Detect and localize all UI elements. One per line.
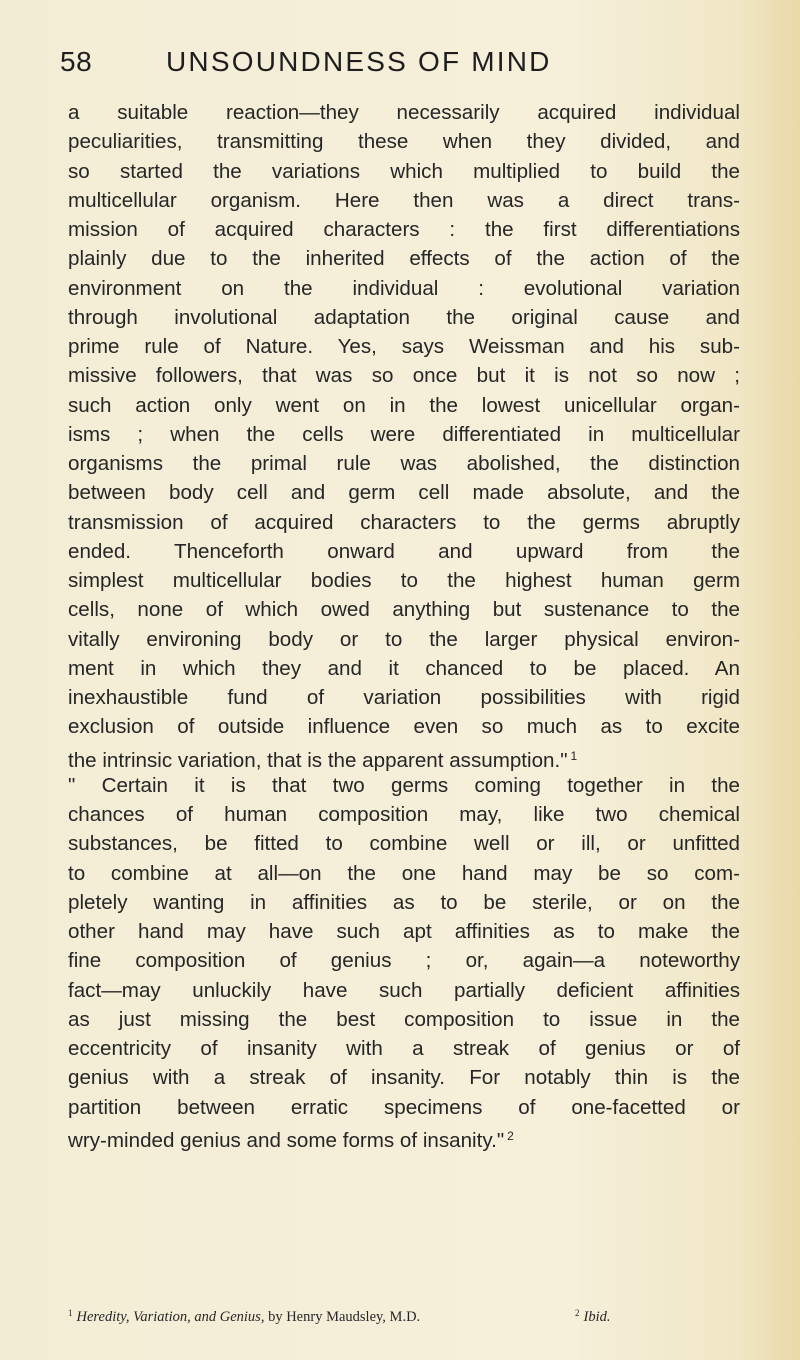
footnote-reference: 1 <box>570 748 578 763</box>
footnote-2 <box>575 1308 610 1326</box>
text-line: vitally environing body or to the larger physical environ- <box>68 627 740 651</box>
text-line: ended. Thenceforth onward and upward from the <box>68 539 740 563</box>
page-number: 58 <box>60 46 93 77</box>
text-line: genius with a streak of insanity. For notably thin is the <box>68 1066 740 1090</box>
page-header <box>60 46 740 86</box>
text-line: partition between erratic specimens of one-facetted or <box>68 1095 740 1119</box>
text-line-content: wry-minded genius and some forms of insanity." <box>68 1128 505 1152</box>
text-line: such action only went on in the lowest unicellular organ- <box>68 393 740 417</box>
text-line: to combine at all—on the one hand may be so com- <box>68 861 740 885</box>
text-line: fine composition of genius ; or, again—a noteworthy <box>68 949 740 973</box>
text-line: " Certain it is that two germs coming together in the <box>68 773 740 797</box>
footnote-marker: 1 <box>68 1308 73 1318</box>
text-line: prime rule of Nature. Yes, says Weissman and his sub- <box>68 335 740 358</box>
text-line: pletely wanting in affinities as to be sterile, or on the <box>68 890 740 914</box>
text-line: environment on the individual : evolutional variation <box>68 276 740 300</box>
text-line: isms ; when the cells were differentiated in multicellular <box>68 422 740 446</box>
text-line: other hand may have such apt affinities as to make the <box>68 920 740 943</box>
text-line-with-footnote-ref <box>68 742 740 771</box>
text-line: ment in which they and it chanced to be placed. An <box>68 656 740 680</box>
footnote-1 <box>68 1309 420 1325</box>
footnotes <box>68 1308 740 1326</box>
footnote-citation-title: Heredity, Variation, and Genius, <box>76 1309 265 1325</box>
text-line: inexhaustible fund of variation possibilities with rigid <box>68 686 740 709</box>
text-line-content: the intrinsic variation, that is the apparent assumption." <box>68 748 568 772</box>
footnote-citation-author: by Henry Maudsley, M.D. <box>268 1309 421 1325</box>
footnote-marker: 2 <box>575 1308 580 1318</box>
text-line: fact—may unluckily have such partially deficient affinities <box>68 978 740 1002</box>
text-line: eccentricity of insanity with a streak of genius or of <box>68 1037 740 1060</box>
text-line: mission of acquired characters : the first differentiations <box>68 218 740 241</box>
text-line: chances of human composition may, like two chemical <box>68 803 740 826</box>
text-line-with-footnote-ref <box>68 1122 740 1151</box>
text-line: organisms the primal rule was abolished, the distinction <box>68 452 740 475</box>
text-line: missive followers, that was so once but it is not so now ; <box>68 364 740 388</box>
text-line: as just missing the best composition to issue in the <box>68 1007 740 1031</box>
running-title: UNSOUNDNESS OF MIND <box>166 46 552 77</box>
text-line: simplest multicellular bodies to the highest human germ <box>68 569 740 592</box>
text-line: through involutional adaptation the original cause and <box>68 305 740 329</box>
text-line: so started the variations which multiplied to build the <box>68 159 740 183</box>
text-line: transmission of acquired characters to the germs abruptly <box>68 510 740 534</box>
text-line: plainly due to the inherited effects of the action of the <box>68 247 740 271</box>
body-text <box>68 98 740 1151</box>
text-line: exclusion of outside influence even so much as to excite <box>68 715 740 739</box>
text-line: substances, be fitted to combine well or ill, or unfitted <box>68 832 740 856</box>
text-line: cells, none of which owed anything but sustenance to the <box>68 598 740 622</box>
footnote-reference: 2 <box>507 1128 514 1143</box>
footnote-ibid: Ibid. <box>583 1309 611 1325</box>
text-line: peculiarities, transmitting these when they divided, and <box>68 130 740 154</box>
text-line: between body cell and germ cell made absolute, and the <box>68 481 740 505</box>
text-line: multicellular organism. Here then was a direct trans- <box>68 188 740 212</box>
text-line: a suitable reaction—they necessarily acquired individual <box>68 101 740 124</box>
